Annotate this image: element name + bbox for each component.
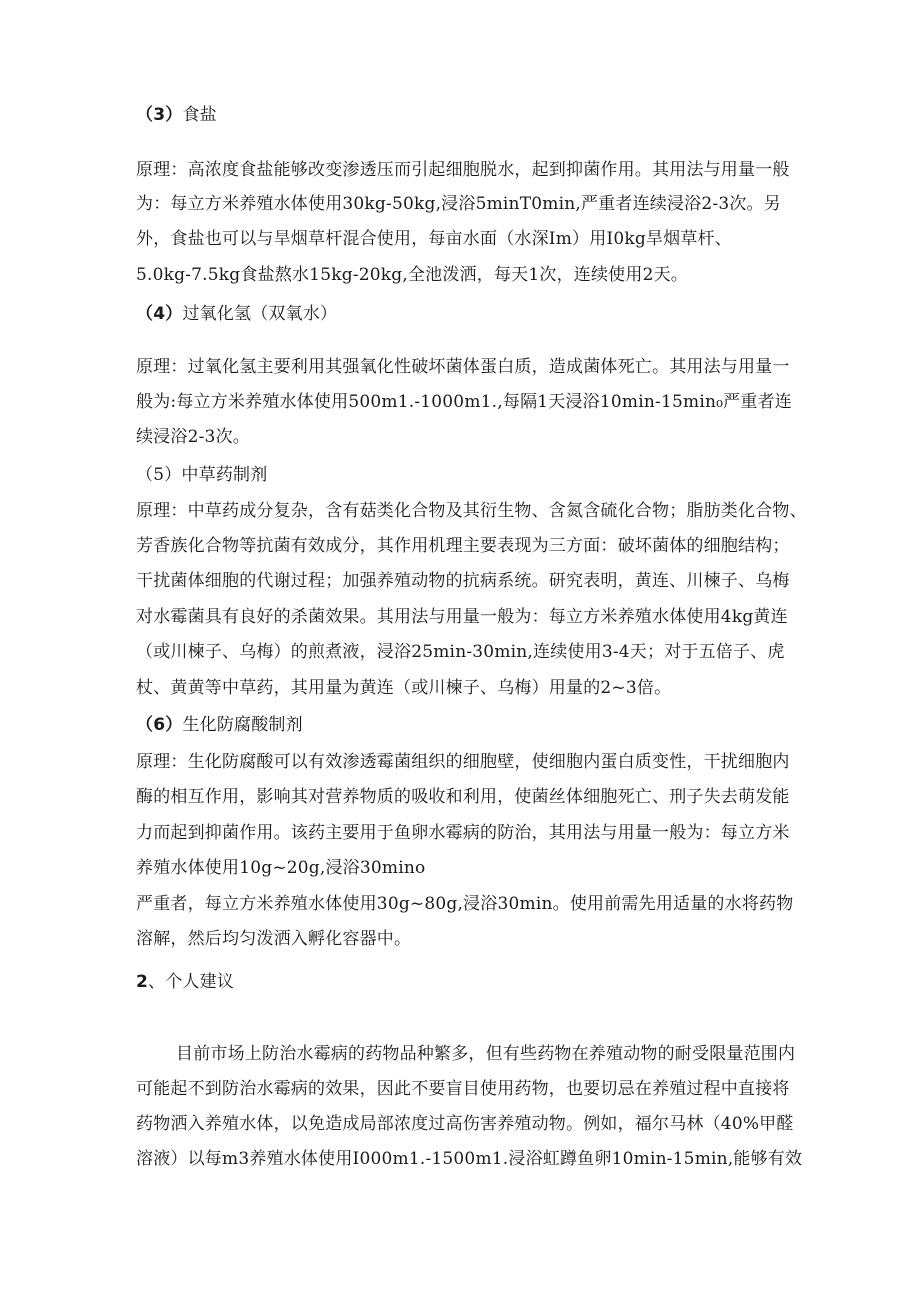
heading-text: 中草药制剂 (181, 465, 268, 485)
paragraph-line: 药物洒入养殖水体，以免造成局部浓度过高伤害养殖动物。例如，福尔马林（40%甲醛 (136, 1114, 794, 1134)
paragraph-line: （或川楝子、乌梅）的煎煮液，浸浴25min-30min,连续使用3-4天；对于五倍子、虎 (136, 642, 785, 662)
heading-number: （5） (136, 465, 182, 485)
heading-number: （3） (136, 105, 183, 125)
section-heading-herbal (136, 464, 267, 486)
section-heading-antiseptic-acid (136, 714, 303, 736)
paragraph-line: 5.0kg-7.5kg食盐熬水15kg-20kg,全池泼洒，每天1次，连续使用2天。 (136, 265, 688, 285)
paragraph-line: 可能起不到防治水霉病的效果，因此不要盲目使用药物，也要切忌在养殖过程中直接将 (136, 1079, 790, 1099)
heading-number: 2 (136, 972, 149, 992)
section-heading-salt (136, 104, 217, 126)
paragraph-line: 续浸浴2-3次。 (136, 427, 250, 447)
paragraph-line: 力而起到抑菌作用。该药主要用于鱼卵水霉病的防治，其用法与用量一般为：每立方米 (136, 823, 790, 843)
paragraph-line: 芳香族化合物等抗菌有效成分，其作用机理主要表现为三方面：破坏菌体的细胞结构； (136, 536, 790, 556)
heading-text: 过氧化氢（双氧水） (182, 304, 338, 324)
paragraph-line: 养殖水体使用10g~20g,浸浴30mino (136, 858, 426, 878)
section-heading-hydrogen-peroxide (136, 303, 337, 325)
section-heading-personal-advice (136, 971, 234, 993)
paragraph-line: 干扰菌体细胞的代谢过程；加强养殖动物的抗病系统。研究表明，黄连、川楝子、乌梅 (136, 571, 790, 591)
paragraph-line: 严重者，每立方米养殖水体使用30g~80g,浸浴30min。使用前需先用适量的水将药物 (136, 894, 794, 914)
paragraph-line: 酶的相互作用，影响其对营养物质的吸收和利用，使菌丝体细胞死亡、刑子失去萌发能 (136, 787, 790, 807)
paragraph-line: 目前市场上防治水霉病的药物品种繁多，但有些药物在养殖动物的耐受限量范围内 (176, 1044, 796, 1064)
paragraph-line: 为：每立方米养殖水体使用30kg-50kg,浸浴5minT0min,严重者连续浸浴2-3次。另 (136, 194, 781, 214)
heading-text: 食盐 (182, 105, 217, 125)
paragraph-line: 外，食盐也可以与旱烟草杆混合使用，每亩水面（水深Im）用I0kg旱烟草杆、 (136, 229, 732, 249)
paragraph-line: 杖、黄黄等中草药，其用量为黄连（或川楝子、乌梅）用量的2~3倍。 (136, 678, 672, 698)
paragraph-line: 溶液）以每m3养殖水体使用I000m1.-1500m1.浸浴虹蹲鱼卵10min-15min,能够有效 (136, 1149, 803, 1169)
paragraph-line: 般为:每立方米养殖水体使用500m1.-1000m1.,每隔1天浸浴10min-15min₀严重者连 (136, 392, 792, 412)
paragraph-line: 原理：高浓度食盐能够改变渗透压而引起细胞脱水，起到抑菌作用。其用法与用量一般 (136, 160, 790, 180)
paragraph-line: 原理：中草药成分复杂，含有菇类化合物及其衍生物、含氮含硫化合物；脂肪类化合物、 (136, 501, 807, 521)
paragraph-line: 溶解，然后均匀泼洒入孵化容器中。 (136, 929, 412, 949)
heading-number: （4） (136, 304, 183, 324)
heading-text: 、个人建议 (148, 972, 235, 992)
heading-text: 生化防腐酸制剂 (182, 715, 303, 735)
paragraph-line: 原理：过氧化氢主要利用其强氧化性破坏菌体蛋白质，造成菌体死亡。其用法与用量一 (136, 357, 790, 377)
paragraph-line: 对水霉菌具有良好的杀菌效果。其用法与用量一般为：每立方米养殖水体使用4kg黄连 (136, 607, 788, 627)
paragraph-line: 原理：生化防腐酸可以有效渗透霉菌组织的细胞壁，使细胞内蛋白质变性，干扰细胞内 (136, 752, 790, 772)
heading-number: （6） (136, 715, 183, 735)
